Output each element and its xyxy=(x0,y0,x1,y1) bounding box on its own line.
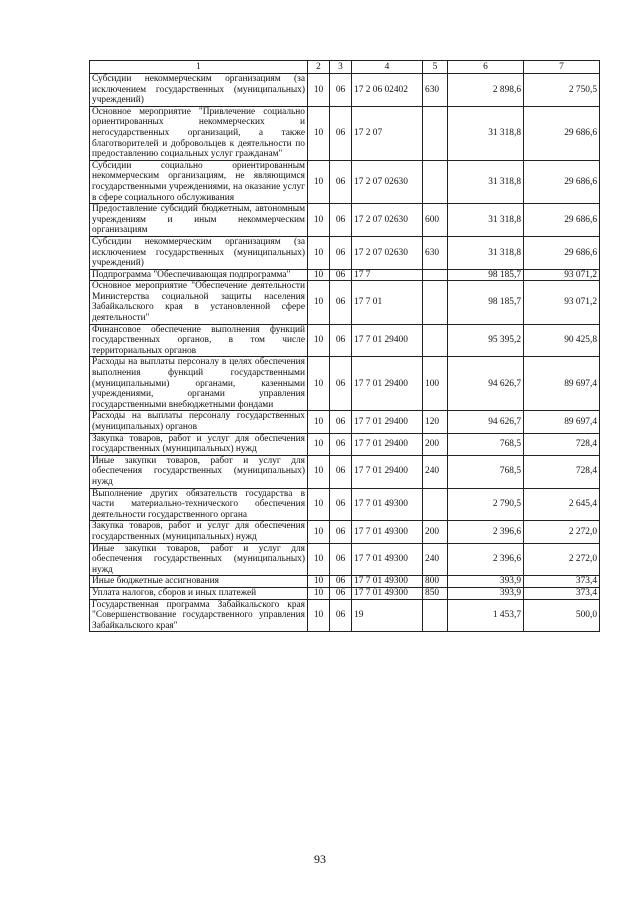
section-code-cell: 10 xyxy=(308,488,330,521)
row-name-cell: Расходы на выплаты персоналу в целях обеспечения выполнения функций государственными (муниципальными) органами, казенными учреждениями, органами управления государственными внебюджетными фондами xyxy=(90,357,308,411)
expense-type-cell: 850 xyxy=(423,587,448,599)
section-code-cell: 10 xyxy=(308,357,330,411)
table-row xyxy=(90,357,600,411)
amount-year2-cell: 90 425,8 xyxy=(524,324,600,357)
row-name-cell: Субсидии некоммерческим организациям (за исключением государственных (муниципальных) учреждений) xyxy=(90,74,308,107)
section-code-cell: 10 xyxy=(308,74,330,107)
subsection-code-cell: 06 xyxy=(330,411,352,433)
section-code-cell: 10 xyxy=(308,411,330,433)
target-article-cell: 17 2 07 xyxy=(352,106,423,160)
section-code-cell: 10 xyxy=(308,433,330,455)
table-row xyxy=(90,269,600,281)
amount-year1-cell: 31 318,8 xyxy=(448,204,524,237)
subsection-code-cell: 06 xyxy=(330,204,352,237)
row-name-cell: Субсидии социально ориентированным некоммерческим организациям, не являющимся государственными учреждениями, на оказание услуг в сфере социального обслуживания xyxy=(90,160,308,203)
section-code-cell: 10 xyxy=(308,324,330,357)
amount-year2-cell: 2 750,5 xyxy=(524,74,600,107)
target-article-cell: 17 7 01 49300 xyxy=(352,488,423,521)
amount-year1-cell: 1 453,7 xyxy=(448,599,524,632)
expense-type-cell xyxy=(423,106,448,160)
amount-year1-cell: 31 318,8 xyxy=(448,236,524,269)
table-row xyxy=(90,411,600,433)
subsection-code-cell: 06 xyxy=(330,455,352,488)
amount-year2-cell: 29 686,6 xyxy=(524,106,600,160)
amount-year2-cell: 89 697,4 xyxy=(524,357,600,411)
table-row xyxy=(90,236,600,269)
target-article-cell: 17 7 01 49300 xyxy=(352,576,423,588)
expense-type-cell xyxy=(423,160,448,203)
amount-year2-cell: 373,4 xyxy=(524,587,600,599)
expense-type-cell: 200 xyxy=(423,433,448,455)
subsection-code-cell: 06 xyxy=(330,576,352,588)
row-name-cell: Закупка товаров, работ и услуг для обеспечения государственных (муниципальных) нужд xyxy=(90,433,308,455)
table-row xyxy=(90,106,600,160)
subsection-code-cell: 06 xyxy=(330,160,352,203)
expense-type-cell: 200 xyxy=(423,521,448,543)
amount-year1-cell: 2 396,6 xyxy=(448,543,524,576)
row-name-cell: Основное мероприятие "Обеспечение деятельности Министерства социальной защиты населения Забайкальского края в установленной сфере деятельности" xyxy=(90,281,308,324)
target-article-cell: 17 7 01 49300 xyxy=(352,587,423,599)
table-row xyxy=(90,599,600,632)
amount-year1-cell: 768,5 xyxy=(448,455,524,488)
row-name-cell: Закупка товаров, работ и услуг для обеспечения государственных (муниципальных) нужд xyxy=(90,521,308,543)
budget-table xyxy=(89,60,600,632)
section-code-cell: 10 xyxy=(308,543,330,576)
row-name-cell: Основное мероприятие "Привлечение социально ориентированных некоммерческих и негосударственных организаций, а также благотворителей и добровольцев к деятельности по предоставлению социальных услуг гражданам" xyxy=(90,106,308,160)
amount-year2-cell: 500,0 xyxy=(524,599,600,632)
header-row xyxy=(90,61,600,74)
section-code-cell: 10 xyxy=(308,521,330,543)
row-name-cell: Иные бюджетные ассигнования xyxy=(90,576,308,588)
subsection-code-cell: 06 xyxy=(330,433,352,455)
table-row xyxy=(90,433,600,455)
header-cell: 2 xyxy=(308,61,330,74)
table-row xyxy=(90,455,600,488)
amount-year1-cell: 94 626,7 xyxy=(448,357,524,411)
row-name-cell: Финансовое обеспечение выполнения функций государственных органов, в том числе территориальных органов xyxy=(90,324,308,357)
amount-year1-cell: 94 626,7 xyxy=(448,411,524,433)
target-article-cell: 17 7 01 29400 xyxy=(352,455,423,488)
expense-type-cell: 120 xyxy=(423,411,448,433)
amount-year1-cell: 2 898,6 xyxy=(448,74,524,107)
target-article-cell: 17 7 01 49300 xyxy=(352,543,423,576)
table-row xyxy=(90,160,600,203)
target-article-cell: 17 7 01 29400 xyxy=(352,324,423,357)
target-article-cell: 17 7 01 xyxy=(352,281,423,324)
table-row xyxy=(90,74,600,107)
section-code-cell: 10 xyxy=(308,599,330,632)
target-article-cell: 17 7 01 29400 xyxy=(352,411,423,433)
amount-year2-cell: 728,4 xyxy=(524,433,600,455)
expense-type-cell: 100 xyxy=(423,357,448,411)
amount-year2-cell: 29 686,6 xyxy=(524,236,600,269)
table-row xyxy=(90,204,600,237)
target-article-cell: 17 2 07 02630 xyxy=(352,204,423,237)
target-article-cell: 17 7 01 49300 xyxy=(352,521,423,543)
target-article-cell: 17 7 01 29400 xyxy=(352,357,423,411)
section-code-cell: 10 xyxy=(308,587,330,599)
header-cell: 1 xyxy=(90,61,308,74)
target-article-cell: 19 xyxy=(352,599,423,632)
row-name-cell: Предоставление субсидий бюджетным, автономным учреждениям и иным некоммерческим организациям xyxy=(90,204,308,237)
section-code-cell: 10 xyxy=(308,576,330,588)
subsection-code-cell: 06 xyxy=(330,599,352,632)
expense-type-cell: 630 xyxy=(423,74,448,107)
amount-year1-cell: 2 790,5 xyxy=(448,488,524,521)
row-name-cell: Выполнение других обязательств государства в части материально-технического обеспечения деятельности государственного органа xyxy=(90,488,308,521)
amount-year1-cell: 31 318,8 xyxy=(448,106,524,160)
amount-year2-cell: 2 645,4 xyxy=(524,488,600,521)
row-name-cell: Субсидии некоммерческим организациям (за исключением государственных (муниципальных) учреждений) xyxy=(90,236,308,269)
subsection-code-cell: 06 xyxy=(330,324,352,357)
table-row xyxy=(90,576,600,588)
section-code-cell: 10 xyxy=(308,160,330,203)
header-cell: 6 xyxy=(448,61,524,74)
row-name-cell: Государственная программа Забайкальского края "Совершенствование государственного управления Забайкальского края" xyxy=(90,599,308,632)
amount-year1-cell: 2 396,6 xyxy=(448,521,524,543)
amount-year1-cell: 393,9 xyxy=(448,587,524,599)
section-code-cell: 10 xyxy=(308,281,330,324)
target-article-cell: 17 2 06 02402 xyxy=(352,74,423,107)
section-code-cell: 10 xyxy=(308,455,330,488)
row-name-cell: Подпрограмма "Обеспечивающая подпрограмма" xyxy=(90,269,308,281)
section-code-cell: 10 xyxy=(308,204,330,237)
page-number: 93 xyxy=(314,852,326,866)
table-row xyxy=(90,324,600,357)
row-name-cell: Уплата налогов, сборов и иных платежей xyxy=(90,587,308,599)
expense-type-cell: 600 xyxy=(423,204,448,237)
table-row xyxy=(90,281,600,324)
amount-year1-cell: 393,9 xyxy=(448,576,524,588)
subsection-code-cell: 06 xyxy=(330,587,352,599)
amount-year2-cell: 93 071,2 xyxy=(524,281,600,324)
row-name-cell: Иные закупки товаров, работ и услуг для обеспечения государственных (муниципальных) нужд xyxy=(90,543,308,576)
expense-type-cell xyxy=(423,599,448,632)
section-code-cell: 10 xyxy=(308,106,330,160)
table-row xyxy=(90,488,600,521)
amount-year1-cell: 768,5 xyxy=(448,433,524,455)
table-row xyxy=(90,521,600,543)
subsection-code-cell: 06 xyxy=(330,269,352,281)
header-cell: 4 xyxy=(352,61,423,74)
header-cell: 7 xyxy=(524,61,600,74)
subsection-code-cell: 06 xyxy=(330,543,352,576)
row-name-cell: Иные закупки товаров, работ и услуг для обеспечения государственных (муниципальных) нужд xyxy=(90,455,308,488)
amount-year2-cell: 89 697,4 xyxy=(524,411,600,433)
amount-year2-cell: 373,4 xyxy=(524,576,600,588)
table-body xyxy=(90,74,600,632)
subsection-code-cell: 06 xyxy=(330,488,352,521)
target-article-cell: 17 2 07 02630 xyxy=(352,160,423,203)
subsection-code-cell: 06 xyxy=(330,236,352,269)
amount-year1-cell: 31 318,8 xyxy=(448,160,524,203)
target-article-cell: 17 7 01 29400 xyxy=(352,433,423,455)
expense-type-cell xyxy=(423,488,448,521)
subsection-code-cell: 06 xyxy=(330,281,352,324)
amount-year2-cell: 2 272,0 xyxy=(524,543,600,576)
expense-type-cell: 630 xyxy=(423,236,448,269)
amount-year2-cell: 29 686,6 xyxy=(524,204,600,237)
target-article-cell: 17 7 xyxy=(352,269,423,281)
amount-year2-cell: 93 071,2 xyxy=(524,269,600,281)
table-row xyxy=(90,587,600,599)
amount-year2-cell: 2 272,0 xyxy=(524,521,600,543)
header-cell: 3 xyxy=(330,61,352,74)
subsection-code-cell: 06 xyxy=(330,106,352,160)
row-name-cell: Расходы на выплаты персоналу государственных (муниципальных) органов xyxy=(90,411,308,433)
expense-type-cell: 240 xyxy=(423,455,448,488)
expense-type-cell xyxy=(423,269,448,281)
expense-type-cell: 240 xyxy=(423,543,448,576)
section-code-cell: 10 xyxy=(308,269,330,281)
target-article-cell: 17 2 07 02630 xyxy=(352,236,423,269)
expense-type-cell: 800 xyxy=(423,576,448,588)
amount-year1-cell: 98 185,7 xyxy=(448,281,524,324)
amount-year2-cell: 29 686,6 xyxy=(524,160,600,203)
subsection-code-cell: 06 xyxy=(330,521,352,543)
expense-type-cell xyxy=(423,281,448,324)
amount-year2-cell: 728,4 xyxy=(524,455,600,488)
expense-type-cell xyxy=(423,324,448,357)
table-row xyxy=(90,543,600,576)
header-cell: 5 xyxy=(423,61,448,74)
amount-year1-cell: 95 395,2 xyxy=(448,324,524,357)
subsection-code-cell: 06 xyxy=(330,74,352,107)
subsection-code-cell: 06 xyxy=(330,357,352,411)
amount-year1-cell: 98 185,7 xyxy=(448,269,524,281)
section-code-cell: 10 xyxy=(308,236,330,269)
